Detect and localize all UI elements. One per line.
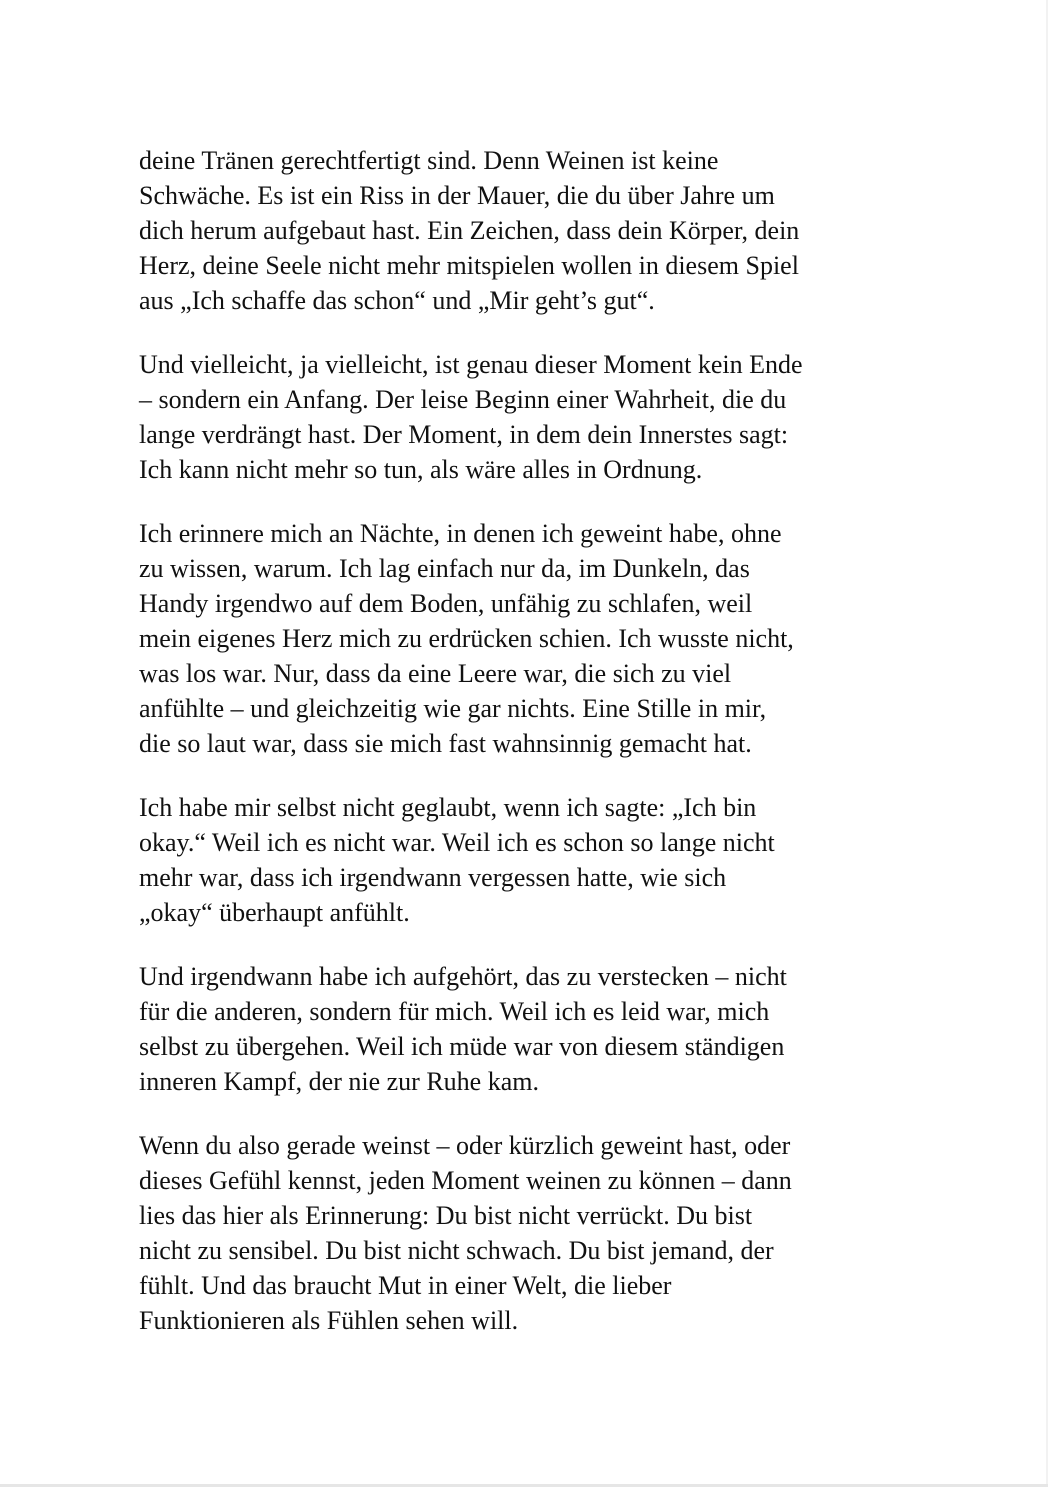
text-line: fühlt. Und das braucht Mut in einer Welt, die lieber (139, 1271, 672, 1300)
text-line: lange verdrängt hast. Der Moment, in dem dein Innerstes sagt: (139, 420, 789, 449)
text-line: Ich kann nicht mehr so tun, als wäre alles in Ordnung. (139, 455, 703, 484)
text-line: Wenn du also gerade weinst – oder kürzlich geweint hast, oder (139, 1131, 791, 1160)
text-line: für die anderen, sondern für mich. Weil ich es leid war, mich (139, 997, 770, 1026)
paragraph-6 (139, 1128, 928, 1338)
text-line: Herz, deine Seele nicht mehr mitspielen wollen in diesem Spiel (139, 251, 799, 280)
text-line: was los war. Nur, dass da eine Leere war, die sich zu viel (139, 659, 732, 688)
text-line: – sondern ein Anfang. Der leise Beginn einer Wahrheit, die du (139, 385, 787, 414)
text-line: inneren Kampf, der nie zur Ruhe kam. (139, 1067, 539, 1096)
text-line: nicht zu sensibel. Du bist nicht schwach. Du bist jemand, der (139, 1236, 774, 1265)
text-line: aus „Ich schaffe das schon“ und „Mir geht’s gut“. (139, 286, 655, 315)
paragraph-3 (139, 516, 928, 761)
text-line: Und irgendwann habe ich aufgehört, das zu verstecken – nicht (139, 962, 787, 991)
text-line: Funktionieren als Fühlen sehen will. (139, 1306, 519, 1335)
text-line: mehr war, dass ich irgendwann vergessen hatte, wie sich (139, 863, 727, 892)
text-line: die so laut war, dass sie mich fast wahnsinnig gemacht hat. (139, 729, 752, 758)
paragraph-4 (139, 790, 928, 930)
paragraph-2 (139, 347, 928, 487)
text-line: lies das hier als Erinnerung: Du bist nicht verrückt. Du bist (139, 1201, 753, 1230)
text-line: Ich erinnere mich an Nächte, in denen ich geweint habe, ohne (139, 519, 782, 548)
paragraph-5 (139, 959, 928, 1099)
text-line: „okay“ überhaupt anfühlt. (139, 898, 410, 927)
text-line: selbst zu übergehen. Weil ich müde war von diesem ständigen (139, 1032, 785, 1061)
text-line: mein eigenes Herz mich zu erdrücken schien. Ich wusste nicht, (139, 624, 794, 653)
text-line: okay.“ Weil ich es nicht war. Weil ich es schon so lange nicht (139, 828, 775, 857)
text-line: deine Tränen gerechtfertigt sind. Denn Weinen ist keine (139, 146, 719, 175)
paragraph-1 (139, 143, 928, 318)
text-line: dich herum aufgebaut hast. Ein Zeichen, dass dein Körper, dein (139, 216, 800, 245)
text-line: Und vielleicht, ja vielleicht, ist genau dieser Moment kein Ende (139, 350, 803, 379)
text-line: Schwäche. Es ist ein Riss in der Mauer, die du über Jahre um (139, 181, 775, 210)
text-line: anfühlte – und gleichzeitig wie gar nichts. Eine Stille in mir, (139, 694, 767, 723)
text-line: Ich habe mir selbst nicht geglaubt, wenn ich sagte: „Ich bin (139, 793, 757, 822)
text-line: dieses Gefühl kennst, jeden Moment weinen zu können – dann (139, 1166, 792, 1195)
text-line: zu wissen, warum. Ich lag einfach nur da, im Dunkeln, das (139, 554, 750, 583)
text-line: Handy irgendwo auf dem Boden, unfähig zu schlafen, weil (139, 589, 753, 618)
